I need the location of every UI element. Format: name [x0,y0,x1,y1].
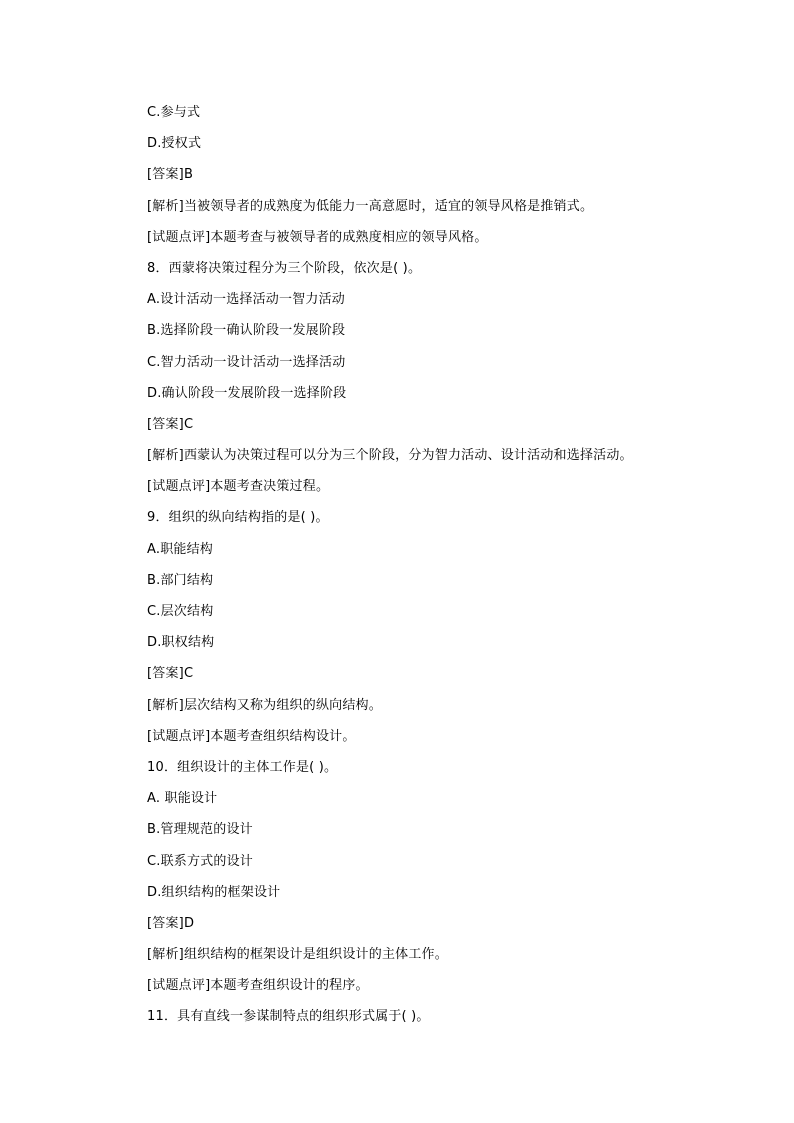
question-8: 8．西蒙将决策过程分为三个阶段，依次是( )。 [147,260,422,276]
q8-option-c: C.智力活动一设计活动一选择活动 [147,354,346,370]
comment-line: [试题点评]本题考查与被领导者的成熟度相应的领导风格。 [147,229,488,245]
document-text [147,102,767,1038]
answer-line: [答案]B [147,167,194,183]
question-11: 11．具有直线一参谋制特点的组织形式属于( )。 [147,1009,430,1025]
q9-answer: [答案]C [147,666,194,682]
q8-analysis: [解析]西蒙认为决策过程可以分为三个阶段，分为智力活动、设计活动和选择活动。 [147,448,633,464]
q10-option-c: C.联系方式的设计 [147,853,254,869]
question-9: 9．组织的纵向结构指的是( )。 [147,510,329,526]
q10-option-b: B.管理规范的设计 [147,822,253,838]
option-c-line: C.参与式 [147,105,201,120]
q10-answer: [答案]D [147,915,195,931]
q10-comment: [试题点评]本题考查组织设计的程序。 [147,978,369,994]
q8-comment: [试题点评]本题考查决策过程。 [147,479,330,495]
analysis-line: [解析]当被领导者的成熟度为低能力一高意愿时，适宜的领导风格是推销式。 [147,198,594,214]
q9-comment: [试题点评]本题考查组织结构设计。 [147,728,356,744]
q9-option-d: D.职权结构 [147,635,215,651]
q9-option-b: B.部门结构 [147,572,214,588]
q8-option-b: B.选择阶段一确认阶段一发展阶段 [147,323,346,339]
q9-option-c: C.层次结构 [147,604,214,619]
option-d-line: D.授权式 [147,136,202,152]
q9-option-a: A.职能结构 [147,541,213,557]
q10-analysis: [解析]组织结构的框架设计是组织设计的主体工作。 [147,947,448,963]
q10-option-a: A. 职能设计 [147,791,218,807]
question-10: 10．组织设计的主体工作是( )。 [147,759,338,775]
q10-option-d: D.组织结构的框架设计 [147,884,281,900]
q8-option-a: A.设计活动一选择活动一智力活动 [147,292,345,308]
q8-answer: [答案]C [147,416,194,432]
q9-analysis: [解析]层次结构又称为组织的纵向结构。 [147,697,382,713]
q8-option-d: D.确认阶段一发展阶段一选择阶段 [147,385,347,401]
